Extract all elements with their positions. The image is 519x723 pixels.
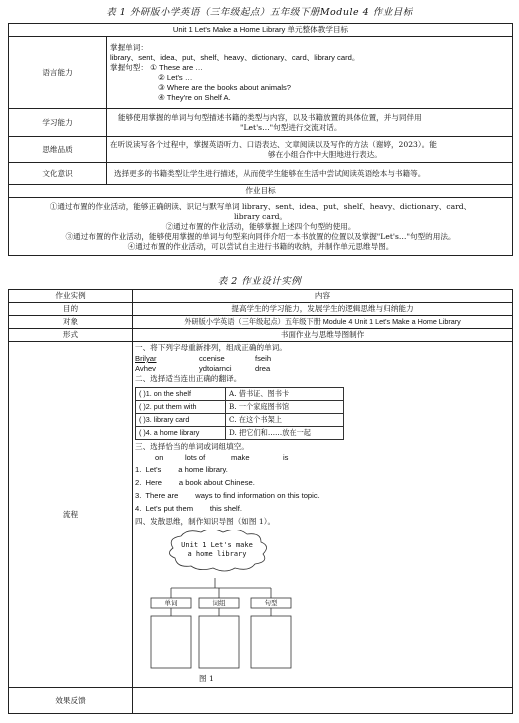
matching-right-item: C. 在这个书架上 xyxy=(226,414,344,427)
matching-left-item: ( )3. library card xyxy=(136,414,226,427)
fill-sentence: 2. Here a book about Chinese. xyxy=(135,478,255,487)
mindmap xyxy=(143,530,313,672)
matching-left-item: ( )1. on the shelf xyxy=(136,388,226,401)
scrambled-word: ydtoiarnci xyxy=(199,364,232,373)
col-header-example: 作业实例 xyxy=(9,290,133,303)
feedback-content xyxy=(133,688,513,714)
row-label-language: 语言能力 xyxy=(9,37,107,109)
fill-sentence: 3. There are ways to find information on this topic. xyxy=(135,491,320,500)
word-bank-item: lots of xyxy=(185,453,206,462)
unit-header: Unit 1 Let's Make a Home Library 单元整体教学目标 xyxy=(9,24,513,37)
goals-table xyxy=(8,23,513,256)
word-bank-item: is xyxy=(283,453,289,462)
word-bank-item: make xyxy=(231,453,250,462)
fill-sentence: 4. Let's put them this shelf. xyxy=(135,504,242,513)
learning-content: 能够使用掌握的单词与句型描述书籍的类型与内容，以及书籍放置的具体位置，并与同伴用 "Let's…"句型进行交流对话。 xyxy=(107,109,513,137)
matching-table xyxy=(135,387,344,440)
scrambled-word: fseih xyxy=(255,354,272,363)
matching-left-item: ( )2. put them with xyxy=(136,401,226,414)
row-label-thinking: 思维品质 xyxy=(9,137,107,163)
language-content: 掌握单词： library、sent、idea、put、shelf、heavy、dictionary、card、library card。 掌握句型： ① These are … ② Let's … ③ Where are the books about animals? ④ They're on Shelf A. xyxy=(107,37,513,109)
row-label-process: 流程 xyxy=(9,342,133,688)
target-value: 外研版小学英语（三年级起点）五年级下册 Module 4 Unit 1 Let's Make a Home Library xyxy=(133,316,513,329)
design-table xyxy=(8,289,513,714)
scrambled-word: drea xyxy=(255,364,271,373)
scrambled-word: ccenise xyxy=(199,354,225,363)
row-label-purpose: 目的 xyxy=(9,303,133,316)
figure-caption: 图 1 xyxy=(199,674,214,683)
section2-title: 二、选择适当连出正确的翻译。 xyxy=(135,374,242,383)
row-label-culture: 文化意识 xyxy=(9,163,107,185)
fill-sentence: 1. Let's a home library. xyxy=(135,465,228,474)
scrambled-word: Avhev xyxy=(135,364,156,373)
branch-words: 单词 xyxy=(164,599,178,607)
section3-title: 三、选择恰当的单词或词组填空。 xyxy=(135,442,249,451)
section1-title: 一、将下列字母重新排列，组成正确的单词。 xyxy=(135,343,287,352)
culture-content: 选择更多的书籍类型让学生进行描述，从而使学生能够在生活中尝试阅读英语绘本与书籍等。 xyxy=(107,163,513,185)
thinking-content: 在听说读写各个过程中，掌握英语听力、口语表达、文章阅读以及写作的方法（谢婷，2023）。能 够在小组合作中大胆地进行表达。 xyxy=(107,137,513,163)
process-content xyxy=(133,342,513,688)
row-label-form: 形式 xyxy=(9,329,133,342)
matching-right-item: B. 一个家庭图书馆 xyxy=(226,401,344,414)
row-label-feedback: 效果反馈 xyxy=(9,688,133,714)
purpose-value: 提高学生的学习能力，发展学生的逻辑思维与归纳能力 xyxy=(133,303,513,316)
row-label-target: 对象 xyxy=(9,316,133,329)
table1-caption: 表 1 外研版小学英语（三年级起点）五年级下册Module 4 作业目标 xyxy=(106,7,413,18)
branch-sentences: 句型 xyxy=(264,599,278,607)
goals-header: 作业目标 xyxy=(9,185,513,198)
scrambled-word: Brilyar xyxy=(135,354,157,363)
form-value: 书面作业与思维导图制作 xyxy=(133,329,513,342)
branch-phrases: 词组 xyxy=(212,599,226,607)
matching-right-item: A. 借书证、图书卡 xyxy=(226,388,344,401)
matching-left-item: ( )4. a home library xyxy=(136,427,226,440)
section4-title: 四、发散思维，制作知识导图（如图 1）。 xyxy=(135,517,276,526)
matching-right-item: D. 把它们和……放在一起 xyxy=(226,427,344,440)
word-bank-item: on xyxy=(155,453,164,462)
table2-caption: 表 2 作业设计实例 xyxy=(217,276,302,287)
cloud-label: Unit 1 Let's make a home library xyxy=(181,541,253,558)
row-label-learning: 学习能力 xyxy=(9,109,107,137)
col-header-content: 内容 xyxy=(133,290,513,303)
goals-content: ①通过布置的作业活动，能够正确朗读、识记与默写单词 library、sent、idea、put、shelf、heavy、dictionary、card、 library card。 ②通过布置的作业活动，能够掌握上述四个句型的使用。 ③通过布置的作业活动，能够使用掌握的单词与句型来向同伴介绍一本书放置的位置以及掌握"Let's…"句型的用法。 ④通过布置的作业活动，可以尝试自主进行书籍的收纳，并制作单元思维导图。 xyxy=(9,198,513,256)
